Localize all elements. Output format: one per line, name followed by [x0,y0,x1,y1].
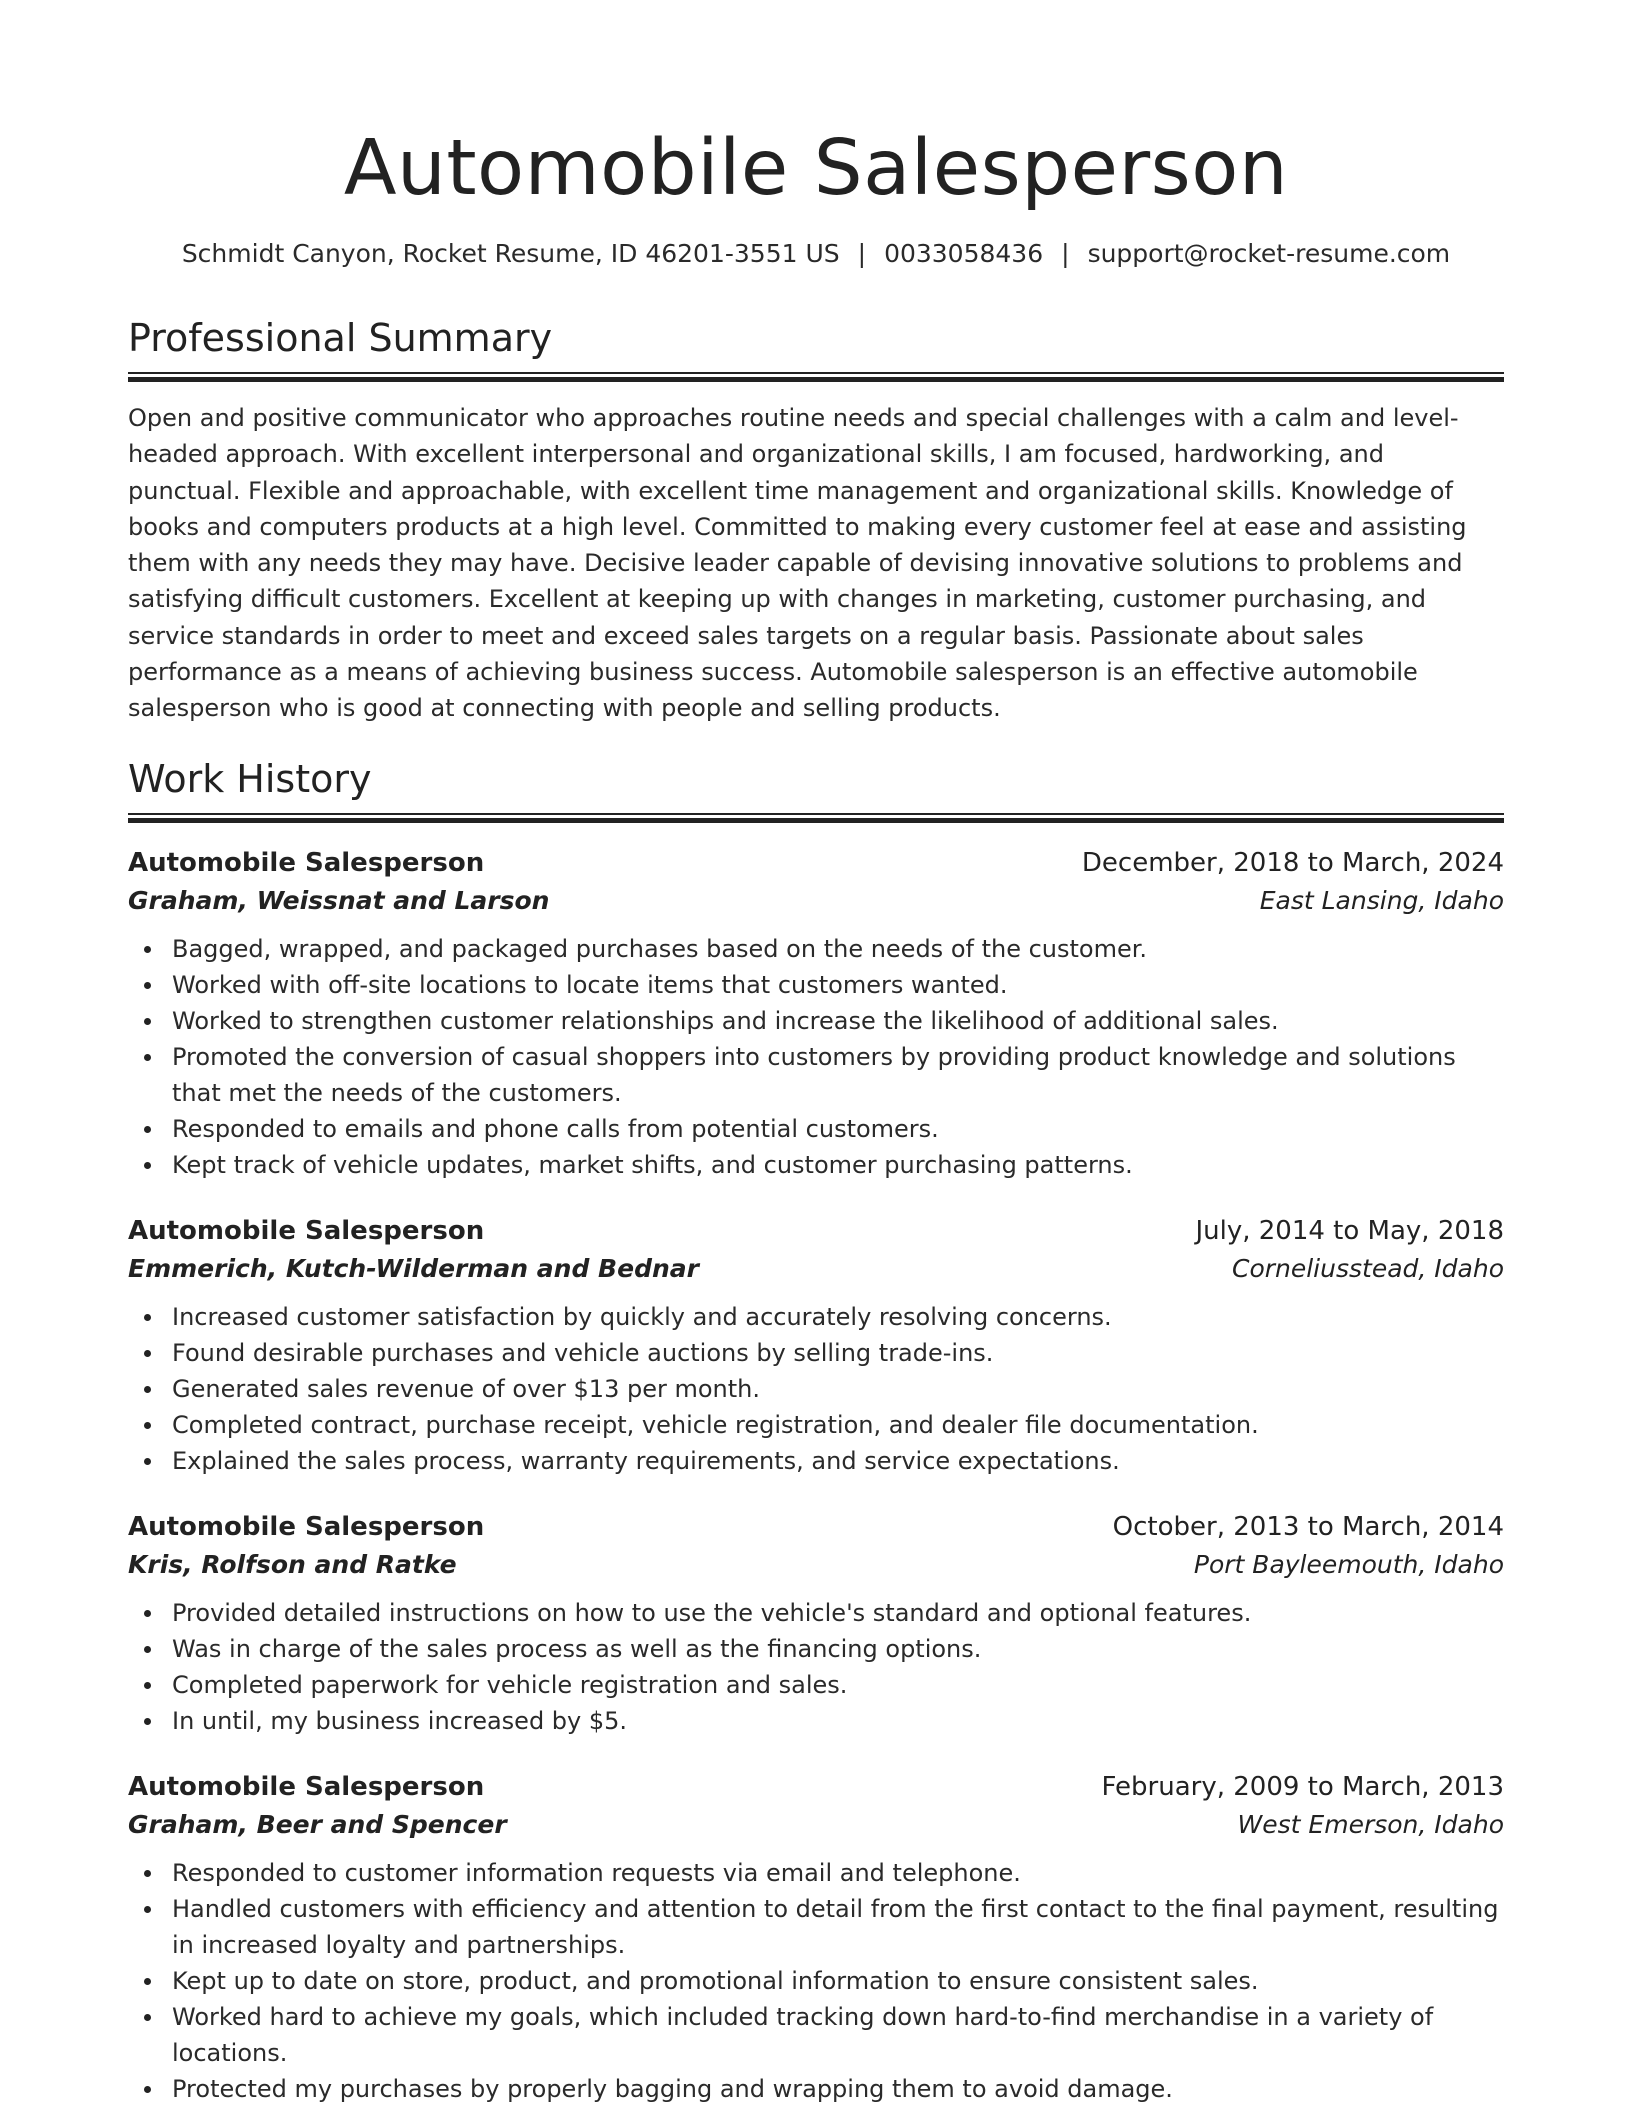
job-duty-item: Increased customer satisfaction by quickly and accurately resolving concerns. [172,1299,1504,1335]
job-entry [128,845,1504,1183]
job-duty-item: Responded to emails and phone calls from potential customers. [172,1111,1504,1147]
contact-phone: 0033058436 [884,239,1044,268]
section-divider [128,372,1504,382]
job-duty-item: Kept up to date on store, product, and promotional information to ensure consistent sales. [172,1963,1504,1999]
section-divider [128,813,1504,823]
summary-text: Open and positive communicator who approaches routine needs and special challenges with a calm and level-headed approach. With excellent interpersonal and organizational skills, I am focused, hardworking, and punctual. Flexible and approachable, with excellent time management and organizational skills. Knowledge of books and computers products at a high level. Committed to making every customer feel at ease and assisting them with any needs they may have. Decisive leader capable of devising innovative solutions to problems and satisfying difficult customers. Excellent at keeping up with changes in marketing, customer purchasing, and service standards in order to meet and exceed sales targets on a regular basis. Passionate about sales performance as a means of achieving business success. Automobile salesperson is an effective automobile salesperson who is good at connecting with people and selling products. [128,404,1467,723]
job-duty-item: Was in charge of the sales process as well as the financing options. [172,1631,1504,1667]
job-location: East Lansing, Idaho [1259,885,1504,915]
job-location: Corneliusstead, Idaho [1231,1253,1504,1283]
job-duties-list [128,931,1504,1183]
job-duties-list [128,1299,1504,1479]
job-company: Emmerich, Kutch-Wilderman and Bednar [128,1253,699,1283]
job-company: Graham, Beer and Spencer [128,1809,507,1839]
job-title: Automobile Salesperson [128,847,485,878]
job-duty-item: Explained the sales process, warranty requirements, and service expectations. [172,1443,1504,1479]
job-duty-item: Found desirable purchases and vehicle auctions by selling trade-ins. [172,1335,1504,1371]
job-duty-item: In until, my business increased by $5. [172,1703,1504,1739]
job-location: Port Bayleemouth, Idaho [1193,1549,1504,1579]
job-entry [128,1213,1504,1479]
job-company: Graham, Weissnat and Larson [128,885,550,915]
job-duty-item: Promoted the conversion of casual shoppers into customers by providing product knowledge and solutions that met the needs of the customers. [172,1039,1504,1111]
resume-page [128,0,1504,2107]
job-dates: February, 2009 to March, 2013 [1101,1771,1504,1802]
job-duty-item: Worked hard to achieve my goals, which included tracking down hard-to-find merchandise in a variety of locations. [172,1999,1504,2071]
contact-email[interactable]: support@rocket-resume.com [1087,239,1451,268]
job-duty-item: Completed paperwork for vehicle registration and sales. [172,1667,1504,1703]
resume-name: Automobile Salesperson [343,124,1289,213]
job-duty-item: Handled customers with efficiency and attention to detail from the first contact to the final payment, resulting in increased loyalty and partnerships. [172,1891,1504,1963]
summary-heading: Professional Summary [128,316,553,360]
job-dates: December, 2018 to March, 2024 [1081,847,1504,878]
job-duties-list [128,1595,1504,1739]
job-title: Automobile Salesperson [128,1771,485,1802]
job-duty-item: Protected my purchases by properly bagging and wrapping them to avoid damage. [172,2071,1504,2107]
job-duty-item: Worked with off-site locations to locate items that customers wanted. [172,967,1504,1003]
job-dates: July, 2014 to May, 2018 [1195,1215,1504,1246]
contact-line [128,238,1504,270]
summary-section [128,314,1504,727]
job-duty-item: Provided detailed instructions on how to use the vehicle's standard and optional features. [172,1595,1504,1631]
job-duty-item: Kept track of vehicle updates, market shifts, and customer purchasing patterns. [172,1147,1504,1183]
contact-separator: | [1061,239,1070,268]
job-duty-item: Generated sales revenue of over $13 per month. [172,1371,1504,1407]
work-history-heading: Work History [128,756,372,801]
contact-separator: | [857,239,867,268]
job-entry [128,1769,1504,2107]
job-duty-item: Worked to strengthen customer relationships and increase the likelihood of additional sales. [172,1003,1504,1039]
job-company: Kris, Rolfson and Ratke [128,1549,457,1579]
contact-address: Schmidt Canyon, Rocket Resume, ID 46201-3551 US [181,239,840,268]
job-title: Automobile Salesperson [128,1215,485,1246]
job-duty-item: Responded to customer information requests via email and telephone. [172,1855,1504,1891]
job-entry [128,1509,1504,1739]
job-duty-item: Bagged, wrapped, and packaged purchases based on the needs of the customer. [172,931,1504,967]
job-duty-item: Completed contract, purchase receipt, vehicle registration, and dealer file documentation. [172,1407,1504,1443]
job-title: Automobile Salesperson [128,1511,485,1542]
job-location: West Emerson, Idaho [1237,1809,1504,1839]
job-duties-list [128,1855,1504,2107]
work-history-section [128,755,1504,2107]
job-dates: October, 2013 to March, 2014 [1112,1511,1504,1542]
